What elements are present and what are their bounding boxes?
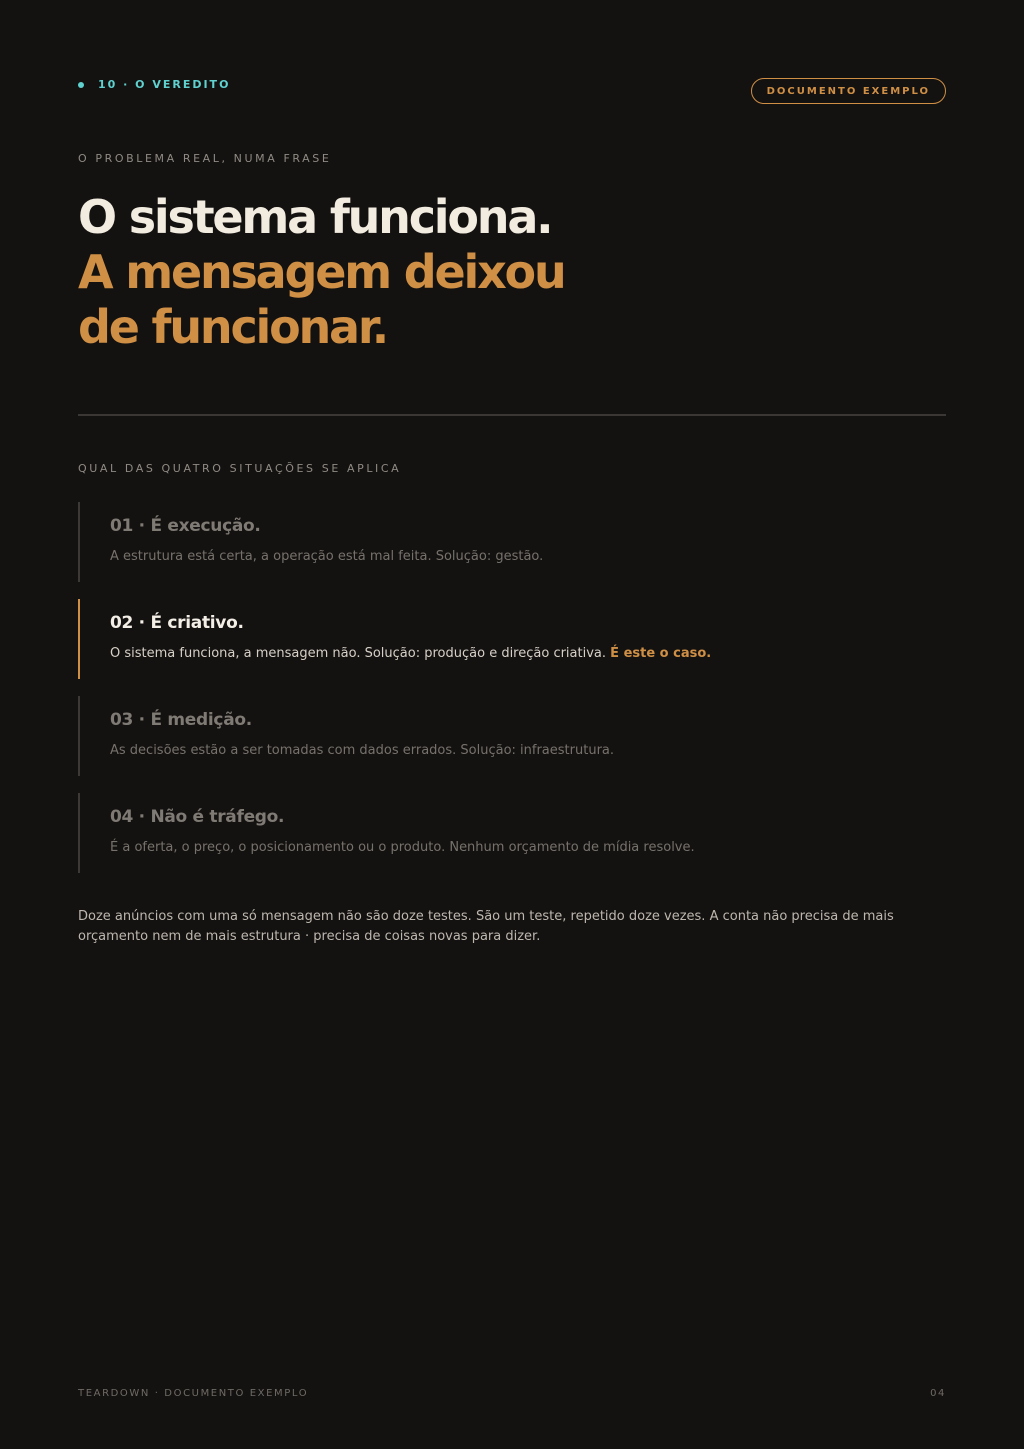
headline-line-3: de funcionar. <box>78 300 388 354</box>
bullet-dot-icon <box>78 82 84 88</box>
situation-description-text: As decisões estão a ser tomadas com dados errados. Solução: infraestrutura. <box>110 743 615 758</box>
section-label: 10 · O VEREDITO <box>98 78 231 91</box>
headline <box>78 190 778 355</box>
situation-title: 04 · Não é tráfego. <box>110 807 285 827</box>
document-badge: DOCUMENTO EXEMPLO <box>751 78 946 104</box>
situation-description <box>110 549 543 564</box>
summary-paragraph: Doze anúncios com uma só mensagem não são doze testes. São um teste, repetido doze vezes. A conta não precisa de mais orçamento nem de mais estrutura · precisa de coisas novas para dizer. <box>78 909 894 944</box>
section-tag <box>78 78 230 91</box>
top-bar <box>78 78 946 108</box>
section-divider <box>78 414 946 416</box>
situation-description-text: O sistema funciona, a mensagem não. Solução: produção e direção criativa. <box>110 646 611 661</box>
headline-line-1: O sistema funciona. <box>78 190 552 244</box>
situation-description-text: É a oferta, o preço, o posicionamento ou o produto. Nenhum orçamento de mídia resolve. <box>110 840 695 855</box>
footer-label: TEARDOWN · DOCUMENTO EXEMPLO <box>78 1388 309 1399</box>
situation-item-execucao <box>78 502 946 582</box>
situation-description <box>110 840 695 855</box>
situation-description-text: A estrutura está certa, a operação está mal feita. Solução: gestão. <box>110 549 544 564</box>
headline-line-2: A mensagem deixou <box>78 245 565 299</box>
situation-item-criativo <box>78 599 946 679</box>
situation-title: 01 · É execução. <box>110 516 261 536</box>
situation-description <box>110 743 614 758</box>
situations-list <box>78 502 946 890</box>
situation-title: 02 · É criativo. <box>110 613 244 633</box>
situation-item-medicao <box>78 696 946 776</box>
situation-title: 03 · É medição. <box>110 710 252 730</box>
situations-eyebrow: QUAL DAS QUATRO SITUAÇÕES SE APLICA <box>78 462 402 475</box>
situation-item-trafego <box>78 793 946 873</box>
page-number: 04 <box>930 1388 946 1399</box>
intro-eyebrow: O PROBLEMA REAL, NUMA FRASE <box>78 152 332 165</box>
situation-description <box>110 646 711 661</box>
situation-highlight: É este o caso. <box>610 646 712 661</box>
